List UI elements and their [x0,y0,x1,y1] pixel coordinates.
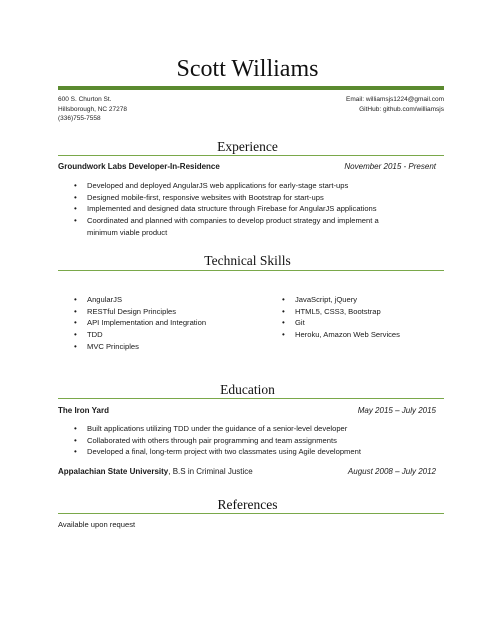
skills-left-list [74,294,264,353]
school1-name: The Iron Yard [58,406,109,415]
email-address: Email: williamsjs1224@gmail.com [346,96,444,103]
school1-dates: May 2015 – July 2015 [357,406,436,415]
skills-right-list [282,294,442,341]
header-rule [58,86,444,90]
skill-item: • Git [282,317,442,329]
references-text: Available upon request [58,520,136,529]
address-line-2: Hillsborough, NC 27278 [58,105,128,113]
skill-item: • API Implementation and Integration [74,317,264,329]
skill-item: • HTML5, CSS3, Bootstrap [282,306,442,318]
list-item: • Collaborated with others through pair programming and team assignments [74,435,444,447]
experience-rule [58,155,444,156]
skills-rule [58,270,444,271]
skill-item: • RESTful Design Principles [74,306,264,318]
list-item: • Coordinated and planned with companies to develop product strategy and implement a [74,215,444,227]
address-line-1: 600 S. Churton St. [58,96,112,103]
list-item-continuation: minimum viable product [87,227,168,237]
list-item: • Developed a final, long-term project with two classmates using Agile development [74,446,444,458]
education-heading: Education [220,382,275,397]
list-item: • Implemented and designed data structure through Firebase for AngularJS applications [74,203,444,215]
skill-item: • Heroku, Amazon Web Services [282,329,442,341]
list-item: • Designed mobile-first, responsive websites with Bootstrap for start-ups [74,192,444,204]
experience-job-row [58,161,436,172]
list-item: • Developed and deployed AngularJS web applications for early-stage start-ups [74,180,444,192]
education-school1-row [58,405,436,416]
job-dates: November 2015 - Present [344,162,436,171]
school2-name: Appalachian State University [58,467,169,476]
school2-degree: , B.S in Criminal Justice [168,467,253,476]
skill-item: • MVC Principles [74,341,264,353]
contact-online [346,95,444,114]
skill-item: • TDD [74,329,264,341]
skill-item: • JavaScript, jQuery [282,294,442,306]
resume-name: Scott Williams [176,56,319,82]
references-rule [58,513,444,514]
skill-item: • AngularJS [74,294,264,306]
skills-heading: Technical Skills [204,253,291,268]
education-school2-row [58,466,436,477]
education-rule [58,398,444,399]
job-title: Groundwork Labs Developer-In-Residence [58,162,220,171]
experience-heading: Experience [217,139,278,154]
school2-dates: August 2008 – July 2012 [347,467,436,476]
references-heading: References [217,497,278,512]
list-item: • Built applications utilizing TDD under the guidance of a senior-level developer [74,423,444,435]
contact-address [58,95,127,124]
education-bullets [74,423,444,458]
experience-bullets [74,180,444,239]
github-link: GitHub: github.com/williamsjs [359,105,444,113]
phone-number: (336)755-7558 [58,115,101,122]
